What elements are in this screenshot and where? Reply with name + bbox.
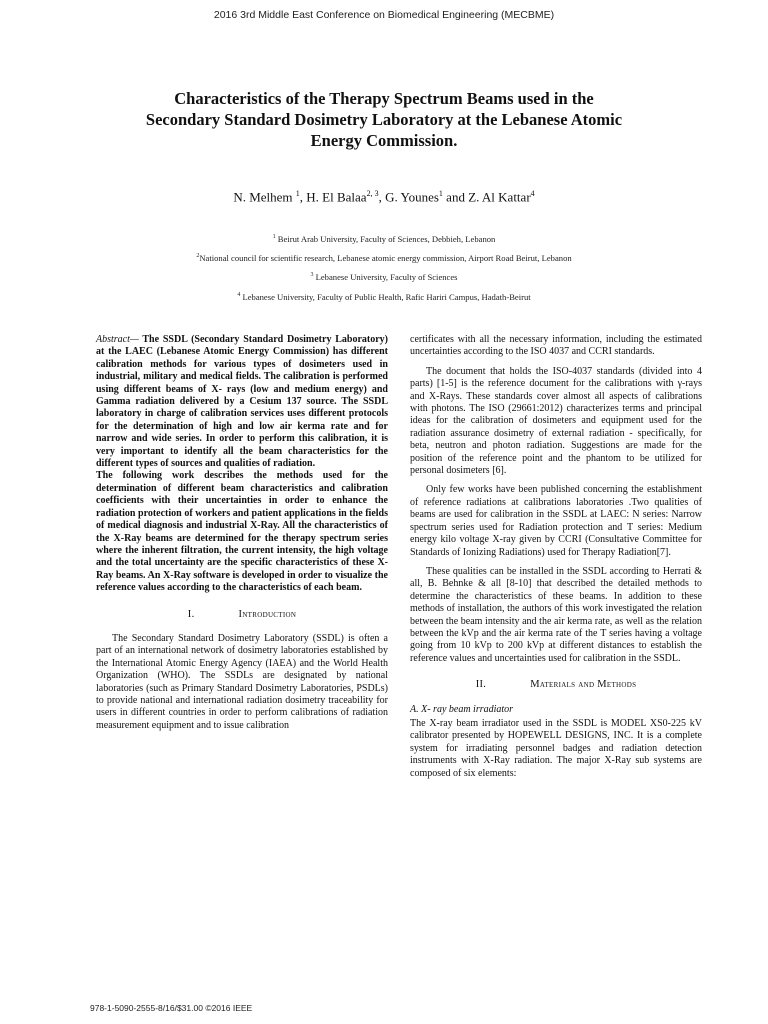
author-name: and Z. Al Kattar xyxy=(442,189,531,205)
section-title: Introduction xyxy=(238,608,297,620)
author-affil-sup: 2, 3 xyxy=(366,189,379,198)
body-paragraph: These qualities can be installed in the SSDL according to Herrati & all, B. Behnke & all [8-10] that described the detailed methods to determine the characteristics of these beams. In addition to these methods of installation, the authors of this work investigated the relation between the beam intensity and the air kerma rate, as well as the relation between the kVp and the air kerma rate of the T series having a voltage going from 10 kVp to 200 kVp at different distances to establish the reference values and uncertainties used for calibration in the SSDL. xyxy=(410,565,702,664)
affil-sup: 2 xyxy=(196,253,200,260)
author-affil-sup: 4 xyxy=(530,189,535,198)
affil-text: Lebanese University, Faculty of Sciences xyxy=(313,272,458,282)
section-heading-introduction xyxy=(96,609,388,621)
affil-sup: 3 xyxy=(310,272,314,279)
affil-text: Beirut Arab University, Faculty of Sciences, Debbieh, Lebanon xyxy=(275,234,496,244)
affil-sup: 4 xyxy=(237,292,241,299)
right-column xyxy=(410,334,702,780)
subsection-heading: A. X- ray beam irradiator xyxy=(410,703,514,715)
intro-paragraph: The Secondary Standard Dosimetry Laboratory (SSDL) is often a part of an international network of dosimetry laboratories established by the International Atomic Energy Agency (IAEA) and the World Health Organization (WHO). The SSDLs are designated by national laboratories (such as Primary Standard Dosimetry Laboratories, PSDLs) to provide national and international radiation dosimetry traceability for users in different countries in order to perform calibrations of radiation measurement equipment and to issue calibration xyxy=(96,632,388,731)
author-name: , H. El Balaa xyxy=(299,189,367,205)
copyright-footer: 978-1-5090-2555-8/16/$31.00 ©2016 IEEE xyxy=(90,1003,253,1013)
abstract-text: The SSDL (Secondary Standard Dosimetry Laboratory) at the LAEC (Lebanese Atomic Energy Commission) has different calibration methods for various types of dosimeters used in industrial, military and medical fields. The calibration is performed using different beams of X- rays (low and medium energy) and Gamma radiation delivered by a Cesium 137 source. The SSDL laboratory in charge of calibration services uses different protocols for the determination of high and low air kerma rate and for narrow and wide series. In order to perform this calibration, it is very important to identify all the beam characteristics for the different types of sources and qualities of radiation. xyxy=(96,334,388,470)
section-title: Materials and Methods xyxy=(530,679,637,691)
affil-text: Lebanese University, Faculty of Public Health, Rafic Hariri Campus, Hadath-Beirut xyxy=(240,292,531,302)
body-paragraph: The X-ray beam irradiator used in the SSDL is MODEL XS0-225 kV calibrator presented by HOPEWELL DESIGNS, INC. It is a complete system for irradiating personnel badges and radiation detection instruments with X-Ray radiation. The major X-Ray sub systems are composed of six elements: xyxy=(410,717,702,779)
affil-sup: 1 xyxy=(272,234,276,241)
title-line-1: Characteristics of the Therapy Spectrum Beams used in the xyxy=(174,89,594,108)
abstract-lead: Abstract— xyxy=(96,334,139,345)
paper-title xyxy=(60,88,708,151)
author-name: N. Melhem xyxy=(233,189,296,205)
left-column xyxy=(96,334,388,732)
body-paragraph: Only few works have been published concerning the establishment of reference radiations at calibrations laboratories .Two qualities of beams are used for calibration in the SSDL at LAEC: N series: Narrow spectrum series used for Radiation protection and T series: Medium energy kilo voltage X-ray given by CCRI (Consultative Committee for Standards of Ionizing Radiations) used for Therapy Radiation[7]. xyxy=(410,484,702,558)
section-number: I. xyxy=(187,608,195,620)
conference-header: 2016 3rd Middle East Conference on Biomedical Engineering (MECBME) xyxy=(213,9,555,21)
affiliation-3 xyxy=(0,272,768,282)
section-number: II. xyxy=(475,679,487,691)
title-line-3: Energy Commission. xyxy=(310,131,458,150)
author-list xyxy=(0,189,768,205)
author-affil-sup: 1 xyxy=(295,189,300,198)
abstract-paragraph-1 xyxy=(96,334,388,470)
author-name: , G. Younes xyxy=(378,189,439,205)
abstract-paragraph-2: The following work describes the methods used for the determination of different beam characteristics and calibration coefficients with their uncertainties in order to enhance the radiation protection of workers and patient applications in the fields of medical diagnosis and industrial X-Ray. All the characteristics of the X-Ray beams are determined for the therapy spectrum series where the inherent filtration, the current intensity, the high voltage and the total uncertainty are the specific characteristics of these X-Ray beams. An X-Ray software is developed in order to visualize the reference values according to the characteristics of each beam. xyxy=(96,470,388,594)
affil-text: National council for scientific research, Lebanese atomic energy commission, Airport Road Beirut, Lebanon xyxy=(199,253,572,263)
author-affil-sup: 1 xyxy=(438,189,443,198)
affiliation-1 xyxy=(0,234,768,244)
affiliation-4 xyxy=(0,292,768,302)
body-paragraph: The document that holds the ISO-4037 standards (divided into 4 parts) [1-5] is the reference document for the calibrations with γ-rays and X-Rays. These standards cover almost all aspects of calibrations with photons. The ISO (29661:2012) characterizes terms and principal ideas for the calibration of dosimeters and equipment used for the radiation assurance dosimetry of external radiation - specifically, for beta, neutron and photon radiation. Suggestions are made for the position of the reference point and the phantom to be utilized for personal dosimeters [6]. xyxy=(410,365,702,477)
section-heading-materials xyxy=(410,679,702,691)
title-line-2: Secondary Standard Dosimetry Laboratory at the Lebanese Atomic xyxy=(145,110,623,129)
affiliation-2 xyxy=(0,253,768,263)
body-paragraph: certificates with all the necessary information, including the estimated uncertainties according to the ISO 4037 and CCRI standards. xyxy=(410,334,702,358)
